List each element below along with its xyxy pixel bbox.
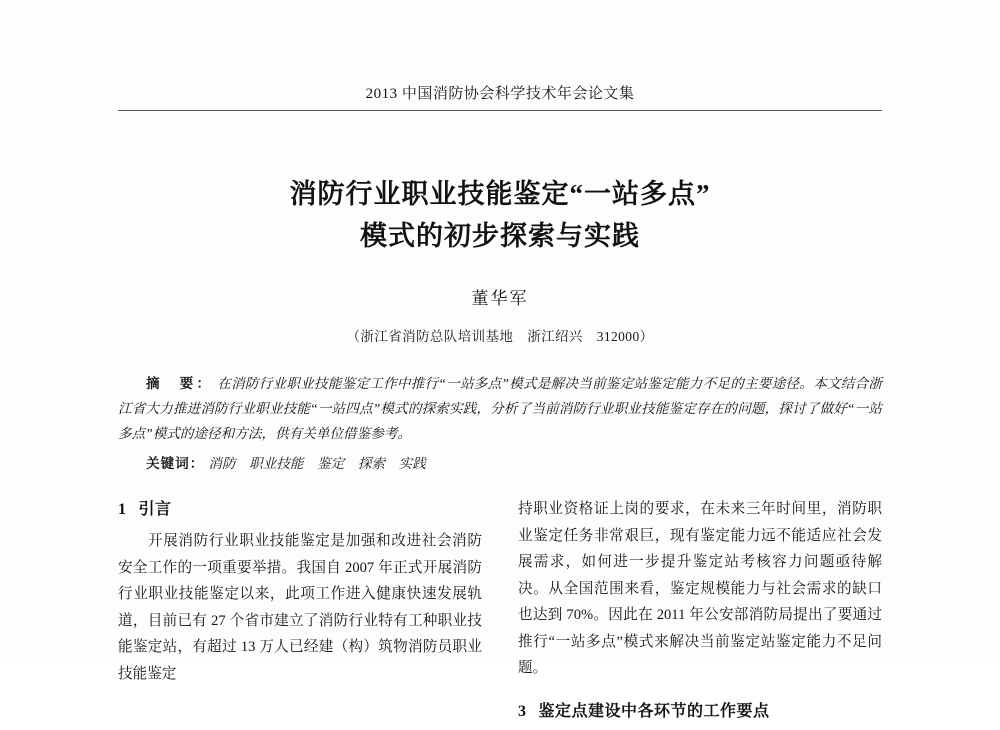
left-column-paragraph: 开展消防行业职业技能鉴定是加强和改进社会消防安全工作的一项重要举措。我国自 2007 年正式开展消防行业职业技能鉴定以来，此项工作进入健康快速发展轨道，目前已有 27 个省市建立了消防行业特有工种职业技能鉴定站，有超过 13 万人已经建（构）筑物消防员职业技能鉴定 <box>118 533 482 682</box>
keywords-label: 关键词： <box>146 456 205 471</box>
right-section-title: 鉴定点建设中各环节的工作要点 <box>538 702 770 720</box>
keywords-text: 消防 职业技能 鉴定 探索 实践 <box>208 456 426 471</box>
left-column <box>118 496 482 730</box>
running-head <box>118 0 882 111</box>
left-section-heading <box>118 496 482 519</box>
abstract-text: 在消防行业职业技能鉴定工作中推行“一站多点”模式是解决当前鉴定站鉴定能力不足的主要途径。本文结合浙江省大力推进消防行业职业技能“一站四点”模式的探索实践，分析了当前消防行业职业技能鉴定存在的问题，探讨了做好“一站多点”模式的途径和方法，供有关单位借鉴参考。 <box>118 376 883 441</box>
right-section-heading <box>518 698 882 721</box>
left-section-number: 1 <box>118 501 127 518</box>
author-affiliation: （浙江省消防总队培训基地 浙江绍兴 312000） <box>346 329 654 344</box>
right-column-spacer <box>518 682 882 698</box>
two-column-body <box>118 496 882 730</box>
left-section-title: 引言 <box>138 501 172 518</box>
abstract-label: 摘 要： <box>146 376 214 391</box>
running-head-rule <box>118 110 882 111</box>
running-head-text: 2013 中国消防协会科学技术年会论文集 <box>365 86 635 102</box>
author-name: 董华军 <box>471 289 529 308</box>
right-column-paragraph: 持职业资格证上岗的要求，在未来三年时间里，消防职业鉴定任务非常艰巨，现有鉴定能力远不能适应社会发展需求，如何进一步提升鉴定站考核容力问题亟待解决。从全国范围来看，鉴定规模能力与社会需求的缺口也达到 70%。因此在 2011 年公安部消防局提出了要通过推行“一站多点”模式来解决当前鉴定站鉴定能力不足问题。 <box>518 501 882 676</box>
paper-title-line-2: 模式的初步探索与实践 <box>360 221 640 251</box>
abstract-paragraph <box>118 371 882 446</box>
right-section-number: 3 <box>518 702 527 720</box>
abstract-block <box>118 371 882 446</box>
right-column <box>518 496 882 730</box>
title-block <box>118 173 882 345</box>
keywords-block <box>118 452 882 476</box>
paper-title-line-1: 消防行业职业技能鉴定“一站多点” <box>289 179 711 209</box>
